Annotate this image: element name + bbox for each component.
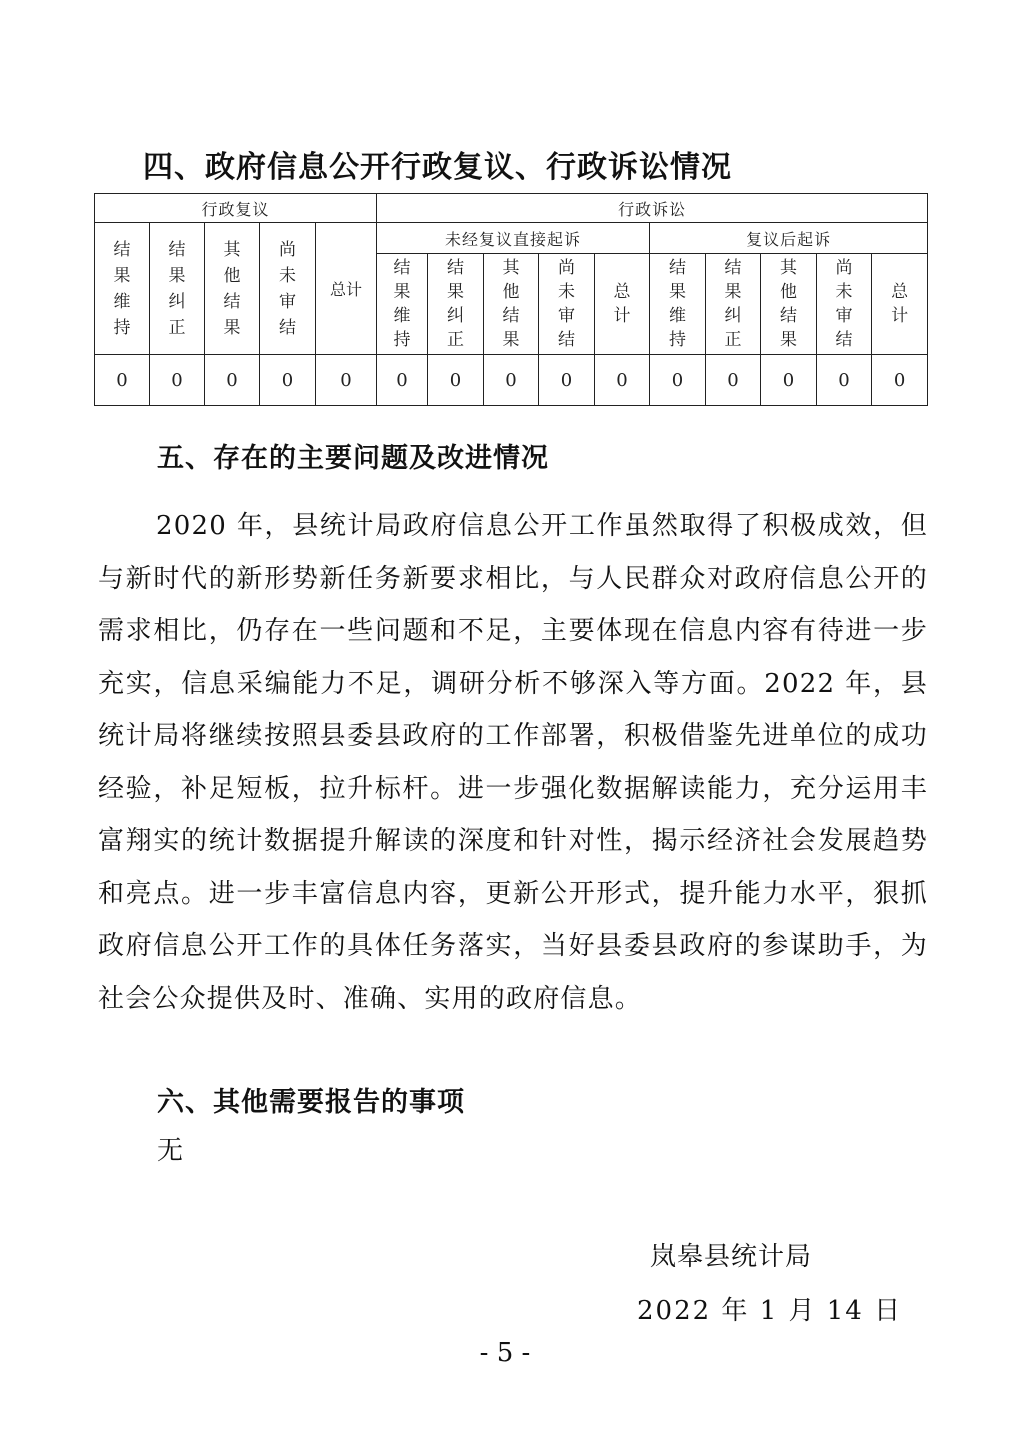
table-cell: 0 bbox=[817, 355, 872, 406]
table-cell: 0 bbox=[872, 355, 928, 406]
review-total-header: 总计 bbox=[316, 223, 377, 355]
direct-corrected-header: 结果纠正 bbox=[428, 254, 484, 355]
section-6-body: 无 bbox=[157, 1136, 184, 1166]
section-5-title: 五、存在的主要问题及改进情况 bbox=[157, 443, 549, 474]
after-review-suit-header: 复议后起诉 bbox=[650, 223, 928, 254]
review-other-header: 其他结果 bbox=[205, 223, 260, 355]
table-cell: 0 bbox=[595, 355, 650, 406]
after-total-header: 总计 bbox=[872, 254, 928, 355]
table-cell: 0 bbox=[428, 355, 484, 406]
table-cell: 0 bbox=[377, 355, 428, 406]
table-cell: 0 bbox=[761, 355, 817, 406]
review-maintained-header: 结果维持 bbox=[95, 223, 150, 355]
signature-organization: 岚皋县统计局 bbox=[650, 1242, 813, 1272]
direct-suit-header: 未经复议直接起诉 bbox=[377, 223, 650, 254]
review-litigation-table bbox=[94, 193, 928, 406]
table-cell: 0 bbox=[484, 355, 539, 406]
review-corrected-header: 结果纠正 bbox=[150, 223, 205, 355]
table-cell: 0 bbox=[316, 355, 377, 406]
section-4-title: 四、政府信息公开行政复议、行政诉讼情况 bbox=[143, 150, 732, 185]
table-cell: 0 bbox=[706, 355, 761, 406]
section-5-body: 2020 年，县统计局政府信息公开工作虽然取得了积极成效，但与新时代的新形势新任务新要求相比，与人民群众对政府信息公开的需求相比，仍存在一些问题和不足，主要体现在信息内容有待进一步充实，信息采编能力不足，调研分析不够深入等方面。2022 年，县统计局将继续按照县委县政府的工作部署，积极借鉴先进单位的成功经验，补足短板，拉升标杆。进一步强化数据解读能力，充分运用丰富翔实的统计数据提升解读的深度和针对性，揭示经济社会发展趋势和亮点。进一步丰富信息内容，更新公开形式，提升能力水平，狠抓政府信息公开工作的具体任务落实，当好县委县政府的参谋助手，为社会公众提供及时、准确、实用的政府信息。 bbox=[98, 511, 928, 1014]
page-number: - 5 - bbox=[479, 1338, 531, 1368]
signature-date: 2022 年 1 月 14 日 bbox=[637, 1296, 903, 1326]
table-cell: 0 bbox=[650, 355, 706, 406]
direct-pending-header: 尚未审结 bbox=[539, 254, 595, 355]
direct-maintained-header: 结果维持 bbox=[377, 254, 428, 355]
section-6-title: 六、其他需要报告的事项 bbox=[157, 1087, 465, 1118]
table-cell: 0 bbox=[150, 355, 205, 406]
admin-litigation-header: 行政诉讼 bbox=[377, 194, 928, 223]
review-pending-header: 尚未审结 bbox=[260, 223, 316, 355]
table-cell: 0 bbox=[205, 355, 260, 406]
after-pending-header: 尚未审结 bbox=[817, 254, 872, 355]
table-cell: 0 bbox=[539, 355, 595, 406]
admin-review-header: 行政复议 bbox=[95, 194, 377, 223]
after-maintained-header: 结果维持 bbox=[650, 254, 706, 355]
after-corrected-header: 结果纠正 bbox=[706, 254, 761, 355]
after-other-header: 其他结果 bbox=[761, 254, 817, 355]
direct-other-header: 其他结果 bbox=[484, 254, 539, 355]
table-cell: 0 bbox=[95, 355, 150, 406]
direct-total-header: 总计 bbox=[595, 254, 650, 355]
table-cell: 0 bbox=[260, 355, 316, 406]
